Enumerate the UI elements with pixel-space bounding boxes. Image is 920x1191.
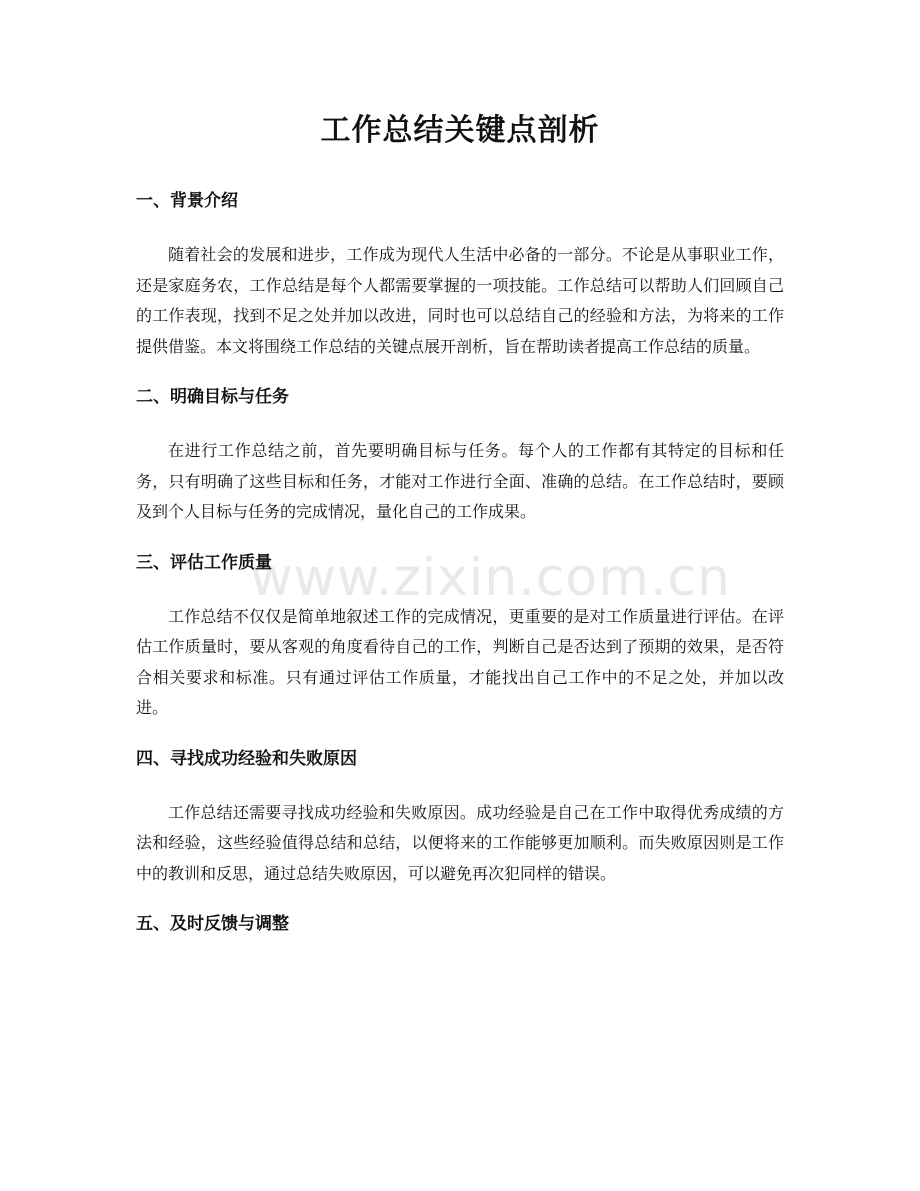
- section-heading-experience: 四、寻找成功经验和失败原因: [136, 748, 357, 769]
- section-heading-goals: 二、明确目标与任务: [136, 387, 289, 407]
- document-title: 工作总结关键点剖析: [320, 113, 600, 148]
- document-body: [136, 186, 784, 939]
- section-heading-feedback: 五、及时反馈与调整: [136, 914, 289, 934]
- section-paragraph-quality: 工作总结不仅仅是简单地叙述工作的完成情况，更重要的是对工作质量进行评估。在评估工作质量时，要从客观的角度看待自己的工作，判断自己是否达到了预期的效果，是否符合相关要求和标准。只有通过评估工作质量，才能找出自己工作中的不足之处，并加以改进。: [136, 606, 784, 717]
- section-paragraph-goals: 在进行工作总结之前，首先要明确目标与任务。每个人的工作都有其特定的目标和任务，只有明确了这些目标和任务，才能对工作进行全面、准确的总结。在工作总结时，要顾及到个人目标与任务的完成情况，量化自己的工作成果。: [136, 441, 784, 521]
- watermark-text: www.zixin.com.cn: [250, 548, 731, 608]
- section-heading-quality: 三、评估工作质量: [136, 552, 272, 573]
- section-heading-background: 一、背景介绍: [136, 191, 238, 211]
- section-paragraph-experience: 工作总结还需要寻找成功经验和失败原因。成功经验是自己在工作中取得优秀成绩的方法和经验，这些经验值得总结和总结，以便将来的工作能够更加顺利。而失败原因则是工作中的教训和反思，通过总结失败原因，可以避免再次犯同样的错误。: [136, 802, 784, 883]
- section-paragraph-background: 随着社会的发展和进步，工作成为现代人生活中必备的一部分。不论是从事职业工作，还是家庭务农，工作总结是每个人都需要掌握的一项技能。工作总结可以帮助人们回顾自己的工作表现，找到不足之处并加以改进，同时也可以总结自己的经验和方法，为将来的工作提供借鉴。本文将围绕工作总结的关键点展开剖析，旨在帮助读者提高工作总结的质量。: [136, 245, 784, 356]
